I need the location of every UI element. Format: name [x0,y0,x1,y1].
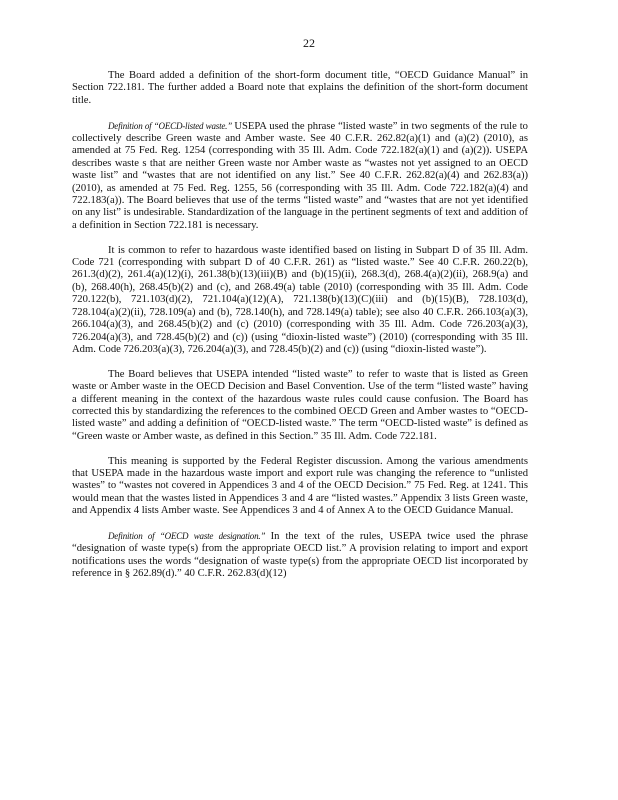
paragraph-text: In the text of the rules, USEPA twice used the phrase “designation of waste type(s) from the appropriate OECD list.” A provision relating to import and export notifications uses the words “designation of waste type(s) from the appropriate OECD list incorporated by reference in § 262.89(d).” 40 C.F.R. 262.83(d)(12) [72,530,528,580]
paragraph-listed-waste-references [72,245,528,357]
paragraph-text: The Board believes that USEPA intended “listed waste” to refer to waste that is listed as Green waste or Amber waste in the OECD Decision and Basel Convention. Use of the term “listed waste” having a different meaning in the context of the hazardous waste rules could cause confusion. The Board has corrected this by standardizing the references to the combined OECD Green and Amber wastes to “OECD-listed waste” and adding a definition of “OECD-listed waste.” The term “OECD-listed waste” is defined as “Green waste or Amber waste, as defined in this Section.” 35 Ill. Adm. Code 722.181. [72,368,528,442]
section-heading: Definition of “OECD waste designation.” [108,530,271,541]
paragraph-text: The Board added a definition of the short-form document title, “OECD Guidance Manual” in Section 722.181. The further added a Board note that explains the definition of the short-form document title. [72,70,528,106]
paragraph-text: USEPA used the phrase “listed waste” in two segments of the rule to collectively describe Green waste and Amber waste. See 40 C.F.R. 262.82(a)(1) and (a)(2) (2010), as amended at 75 Fed. Reg. 1254 (corresponding with 35 Ill. Adm. Code 722.182(a)(1) and (a)(2)). USEPA describes waste s that are neither Green waste nor Amber waste as “wastes not yet assigned to an OECD waste list” and “wastes that are not identified on any list.” See 40 C.F.R. 262.82(a)(4) and 262.83(a)) (2010), as amended at 75 Fed. Reg. 1255, 56 (corresponding with 35 Ill. Adm. Code 722.182(a)(4) and 722.183(a)). The Board believes that use of the terms “listed waste” and “wastes that are not yet identified on any list” is undesirable. Standardization of the language in the pertinent segments of text and addition of a definition in Section 722.181 is necessary. [72,120,528,231]
section-heading: Definition of “OECD-listed waste.” [108,120,235,131]
paragraph-guidance-manual [72,70,528,107]
paragraph-text: This meaning is supported by the Federal Register discussion. Among the various amendments that USEPA made in the hazardous waste import and export rule was changing the reference to “unlisted wastes” to “wastes not covered in Appendices 3 and 4 of the OECD Decision.” 75 Fed. Reg. at 1241. This would mean that the wastes listed in Appendices 3 and 4 are “listed wastes.” Appendix 3 lists Green waste, and Appendix 4 lists Amber waste. See Appendices 3 and 4 of Annex A to the OECD Guidance Manual. [72,455,528,517]
paragraph-text: It is common to refer to hazardous waste identified based on listing in Subpart D of 35 Ill. Adm. Code 721 (corresponding with subpart D of 40 C.F.R. 261) as “listed waste.” See 40 C.F.R. 260.22(b), 261.3(d)(2), 261.4(a)(12)(i), 261.38(b)(13)(iii)(B) and (b)(15)(ii), 268.3(d), 268.4(a)(2)(ii), 268.9(a) and (b), 268.40(h), 268.45(b)(2) and (c), and 268.49(a) table (2010) (corresponding with 35 Ill. Adm. Code 720.122(b), 721.103(d)(2), 721.104(a)(12)(A), 721.138(b)(13)(C)(iii) and (b)(15)(B), 728.103(d), 728.104(a)(2)(ii), 728.109(a) and (b), 728.140(h), and 728.149(a) table); see also 40 C.F.R. 266.103(a)(3), 266.104(a)(3), and 268.45(b)(2) and (c) (2010) (corresponding with 35 Ill. Adm. Code 726.203(a)(3), 726.204(a)(3), and 728.45(b)(2) and (c)) (using “dioxin-listed waste”) (2010) (corresponding with 35 Ill. Adm. Code 726.203(a)(3), 726.204(a)(3), and 728.45(b)(2) and (c)) (using “dioxin-listed waste”). [72,244,528,355]
page-number: 22 [303,36,315,50]
paragraph-federal-register [72,456,528,518]
document-body [72,70,528,593]
paragraph-definition-oecd-listed-waste [72,120,528,233]
paragraph-board-believes [72,369,528,443]
paragraph-definition-oecd-waste-designation [72,530,528,581]
